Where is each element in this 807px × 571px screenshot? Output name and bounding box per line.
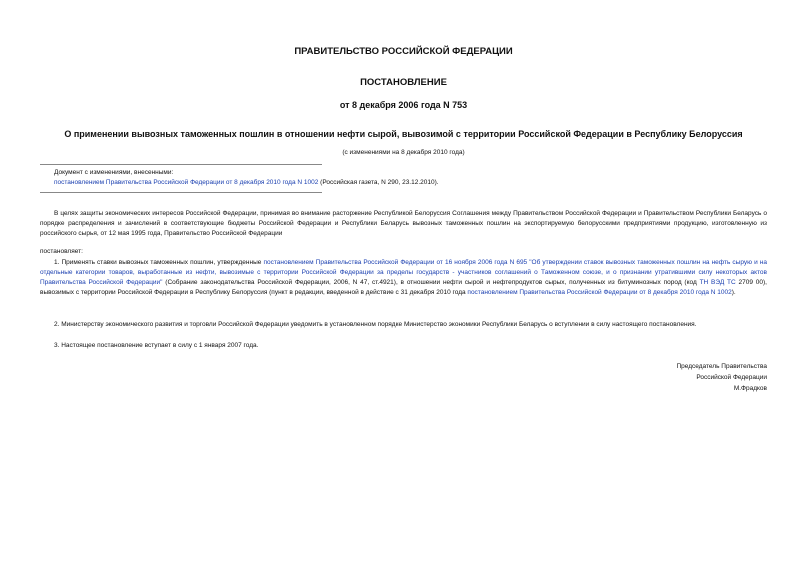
document-title: О применении вывозных таможенных пошлин в отношении нефти сырой, вывозимой с территории Российской Федерации в Республику Белоруссия [64, 129, 743, 139]
changes-line [54, 178, 439, 188]
signature-block [676, 361, 767, 394]
amendment-link[interactable]: постановлением Правительства Российской Федерации от 8 декабря 2010 года N 1002 [54, 179, 319, 186]
divider-top [40, 164, 322, 165]
government-heading: ПРАВИТЕЛЬСТВО РОССИЙСКОЙ ФЕДЕРАЦИИ [294, 46, 513, 57]
item-2-paragraph: 2. Министерству экономического развития и торговли Российской Федерации уведомить в установленном порядке Министерство экономики Республики Беларусь о вступлении в силу настоящего постановления. [54, 321, 697, 328]
item-1-paragraph [40, 258, 767, 298]
item-1-text-b: (Собрание законодательства Российской Федерации, 2006, N 47, ст.4921), в отношении нефти сырой и нефтепродуктов сырых, полученных из битуминозных пород (код [162, 279, 700, 286]
postanovlyaet-text: постановляет: [40, 248, 83, 255]
doc-type-heading: ПОСТАНОВЛЕНИЕ [360, 77, 447, 88]
changes-note: (с изменениями на 8 декабря 2010 года) [342, 149, 465, 156]
signature-line-1: Председатель Правительства [676, 363, 767, 370]
item-3-paragraph: 3. Настоящее постановление вступает в силу с 1 января 2007 года. [54, 342, 259, 349]
signature-line-2: Российской Федерации [696, 374, 767, 381]
item-1-text-c: 2709 00), вывозимых с территории Российской Федерации в Республику Белоруссия (пункт в редакции, введенной в действие с 31 декабря 2010 года [40, 279, 767, 296]
item-1-text-d: ). [731, 289, 736, 296]
changes-block [54, 168, 439, 188]
changes-source: (Российская газета, N 290, 23.12.2010). [318, 179, 439, 186]
decree-1002-link[interactable]: постановлением Правительства Российской Федерации от 8 декабря 2010 года N 1002 [467, 289, 732, 296]
divider-bottom [40, 192, 322, 193]
tn-ved-link[interactable]: ТН ВЭД ТС [699, 279, 736, 286]
date-number: от 8 декабря 2006 года N 753 [339, 100, 468, 110]
intro-paragraph: В целях защиты экономических интересов Российской Федерации, принимая во внимание расторжение Республикой Белоруссия Соглашения между Правительством Российской Федерации и Правительством Республики Беларусь о порядке распределения и зачислений в соответствующие бюджеты Российской Федерации и Республики Беларусь вывозных таможенных пошлин на экспортируемую белорусскими предприятиями продукцию, изготовленную из российского сырья, от 12 мая 1995 года, Правительство Российской Федерации [40, 210, 767, 237]
item-1-text-a: 1. Применять ставки вывозных таможенных пошлин, утвержденные [54, 259, 264, 266]
changes-intro: Документ с изменениями, внесенными: [54, 169, 174, 176]
decree-695-link[interactable]: постановлением Правительства Российской Федерации от 16 ноября 2006 года N 695 "Об утверждении ставок вывозных таможенных пошлин на нефть сырую и на отдельные категории товаров, выработанные из нефти, вывозимые с территории Российской Федерации за пределы государств - участников соглашений о Таможенном союзе, и о признании утратившими силу некоторых актов Правительства Российской Федерации" [40, 259, 768, 286]
signature-name: М.Фрадков [733, 385, 767, 392]
